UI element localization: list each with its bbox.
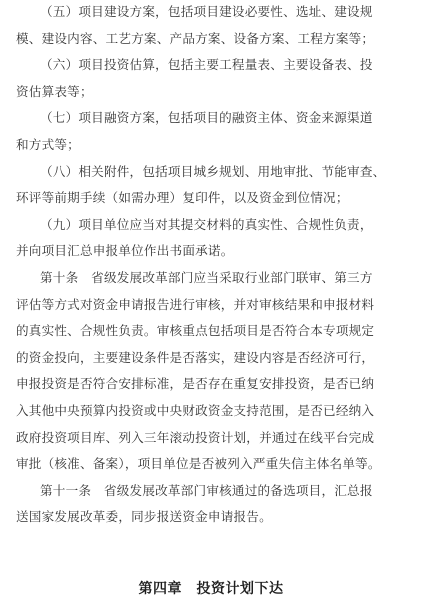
text-line: （五）项目建设方案，包括项目建设必要性、选址、建设规 xyxy=(40,4,373,19)
text-line: 的资金投向，主要建设条件是否落实，建设内容是否经济可行， xyxy=(16,349,375,365)
chapter-title: 第四章 投资计划下达 xyxy=(138,581,284,597)
text-line: 模、建设内容、工艺方案、产品方案、设备方案、工程方案等； xyxy=(16,30,375,46)
text-line: （六）项目投资估算，包括主要工程量表、主要设备表、投 xyxy=(40,57,373,73)
text-line: （七）项目融资方案，包括项目的融资主体、资金来源渠道 xyxy=(40,110,373,126)
text-line: （八）相关附件，包括项目城乡规划、用地审批、节能审查、 xyxy=(40,163,386,179)
text-line: 申报投资是否符合安排标准，是否存在重复安排投资，是否已纳 xyxy=(16,376,375,392)
text-line: 的真实性、合规性负责。审核重点包括项目是否符合本专项规定 xyxy=(16,323,375,339)
text-line: （九）项目单位应当对其提交材料的真实性、合规性负责， xyxy=(40,216,373,232)
text-line: 入其他中央预算内投资或中央财政资金支持范围，是否已经纳入 xyxy=(16,403,375,418)
text-line: 并向项目汇总申报单位作出书面承诺。 xyxy=(16,243,234,259)
text-line: 送国家发展改革委，同步报送资金申请报告。 xyxy=(16,509,272,525)
article-heading-line: 第十一条 省级发展改革部门审核通过的备选项目，汇总报 xyxy=(40,482,373,498)
article-heading-line: 第十条 省级发展改革部门应当采取行业部门联审、第三方 xyxy=(40,270,373,285)
text-line: 政府投资项目库、列入三年滚动投资计划，并通过在线平台完成 xyxy=(16,429,375,445)
text-line: 资估算表等； xyxy=(16,83,93,99)
text-line: 审批（核准、备案），项目单位是否被列入严重失信主体名单等。 xyxy=(16,456,381,472)
text-line: 评估等方式对资金申请报告进行审核，并对审核结果和申报材料 xyxy=(16,296,375,312)
text-line: 环评等前期手续（如需办理）复印件，以及资金到位情况； xyxy=(16,190,349,206)
text-line: 和方式等； xyxy=(16,137,80,152)
